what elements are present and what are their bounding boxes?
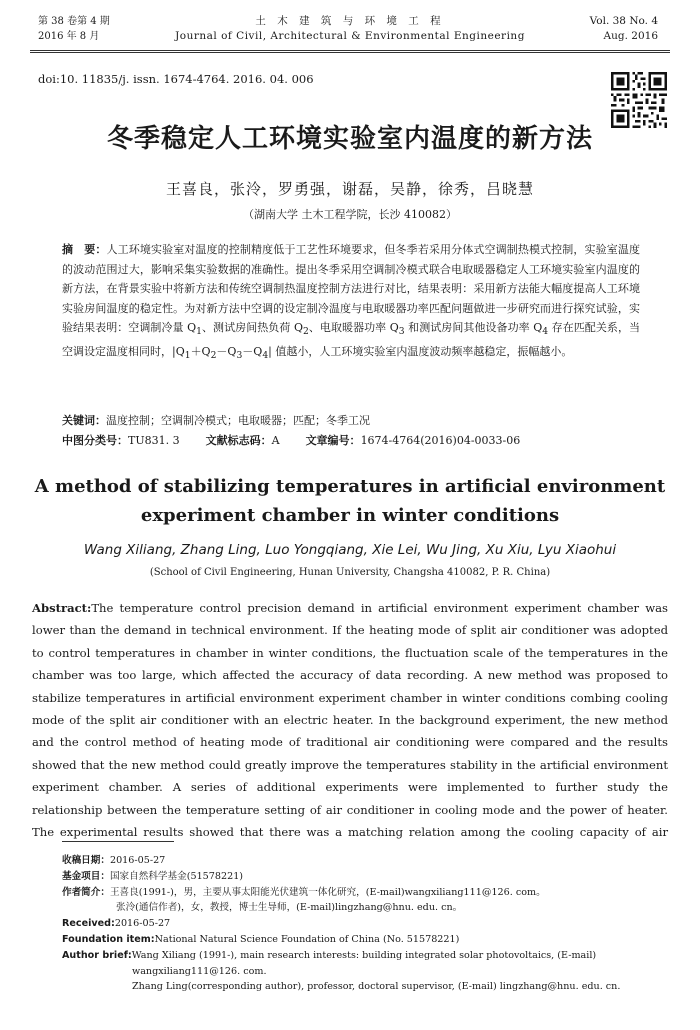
abstract-cn-text: ＋Q (190, 345, 211, 359)
footnote-fund-cn (62, 869, 672, 885)
footnote-fund-en (62, 932, 672, 948)
subscript: 1 (184, 350, 191, 362)
fund-en-value: National Natural Science Foundation of China (No. 51578221) (154, 933, 460, 945)
received-en-value: 2016-05-27 (114, 918, 171, 930)
affiliation-en: (School of Civil Engineering, Hunan University, Changsha 410082, P. R. China) (149, 567, 551, 578)
abstract-cn-text: －Q (242, 345, 263, 359)
abstract-cn-label: 摘 要： (62, 243, 107, 256)
footnotes (62, 853, 672, 995)
subscript: 2 (210, 350, 217, 362)
keywords-cn-text: 温度控制；空调制冷模式；电取暖器；匹配；冬季工况 (106, 414, 370, 427)
keywords-cn (62, 412, 370, 428)
header-journal-cn: 土 木 建 筑 与 环 境 工 程 (255, 15, 445, 27)
header-date-cn: 2016 年 8 月 (38, 31, 100, 42)
subscript: 3 (398, 326, 405, 338)
fund-en-label: Foundation item: (62, 933, 155, 945)
footnote-received-cn (62, 853, 672, 869)
abstract-en-text: The temperature control precision demand in artificial environment experiment chamber was lower than the demand in technical environment. If the heating mode of split air conditioner was adopted to control temperatures in chamber in winter conditions, the fluctuation scale of the temperatures in the chamber was too large, which affected the accuracy of data recording. A new method was proposed to stabilize temperatures in artificial environment experiment chamber in winter conditions combing cooling mode of the split air conditioner with an electric heater. In the background experiment, the new method and the control method of heating mode of traditional air conditioning were compared and the results showed that the new method could greatly improve the temperatures stability in the artificial environment experiment chamber. A series of additional experiments were implemented to further study the relationship between the temperature setting of air conditioner in cooling mode and the power of heater. The experimental results showed that there was a matching relation among the cooling capacity of air (32, 601, 668, 840)
abstract-cn-text: 、电取暖器功率 Q (308, 321, 399, 335)
header-volume-en (590, 14, 658, 44)
author-cn-label: 作者简介： (62, 886, 110, 898)
header-date-en: Aug. 2016 (603, 30, 658, 42)
subscript: 4 (262, 350, 269, 362)
clc-value: TU831. 3 (128, 434, 180, 447)
fund-cn-value: 国家自然科学基金(51578221) (109, 870, 244, 882)
abstract-cn-text: | 值越小，人工环境实验室内温度波动频率越稳定，振幅越小。 (268, 345, 573, 359)
abstract-cn-text: 和测试房间其他设备功率 Q (404, 321, 543, 335)
header-vol-en: Vol. 38 No. 4 (589, 15, 658, 27)
authors-cn: 王喜良，张泠，罗勇强，谢磊，吴静，徐秀，吕晓慧 (165, 180, 534, 198)
affiliation-cn: （湖南大学 土木工程学院，长沙 410082） (243, 208, 457, 221)
subscript: 4 (542, 326, 549, 338)
clc-label: 中图分类号： (62, 434, 128, 447)
doc-code-value: A (271, 434, 280, 447)
footnote-author-en (62, 948, 672, 964)
footnote-received-en (62, 916, 672, 932)
paper-title-cn: 冬季稳定人工环境实验室内温度的新方法 (106, 124, 593, 154)
footnote-rule (62, 841, 174, 842)
received-cn-value: 2016-05-27 (109, 855, 166, 866)
author-en-2: Zhang Ling(corresponding author), professor, doctoral supervisor, (E-mail) lingzhang@hnu. edu. cn. (132, 981, 621, 993)
subscript: 1 (196, 326, 202, 338)
header-vol-cn: 第 38 卷第 4 期 (38, 16, 110, 27)
article-no-value: 1674-4764(2016)04-0033-06 (360, 434, 521, 447)
abstract-cn (62, 240, 640, 366)
abstract-cn-text: －Q (216, 345, 237, 359)
classification (62, 432, 662, 448)
footnote-author-cn (62, 885, 672, 901)
header-rule-thick (30, 50, 670, 51)
doi: doi:10. 11835/j. issn. 1674-4764. 2016. 04. 006 (38, 72, 314, 86)
subscript: 3 (236, 350, 243, 362)
header-rule-thin (30, 52, 670, 53)
received-en-label: Received: (62, 918, 115, 930)
authors-en: Wang Xiliang, Zhang Ling, Luo Yongqiang, Xie Lei, Wu Jing, Xu Xiu, Lyu Xiaohui (83, 542, 617, 558)
article-no-label: 文章编号： (305, 434, 361, 447)
paper-title-en-line1: A method of stabilizing temperatures in artificial environment (34, 476, 666, 497)
abstract-cn-text: 存在匹配关系，当空调设定温度相同时，|Q (62, 321, 641, 359)
abstract-en (32, 597, 668, 843)
author-en-1a: Wang Xiliang (1991-), main research interests: building integrated solar photovoltaics, (E-mail) (131, 949, 597, 961)
header-journal-en: Journal of Civil, Architectural & Environmental Engineering (175, 30, 525, 42)
received-cn-label: 收稿日期： (62, 855, 110, 866)
keywords-cn-label: 关键词： (62, 414, 106, 427)
abstract-en-label: Abstract: (32, 601, 92, 615)
subscript: 2 (302, 326, 309, 338)
doc-code-label: 文献标志码： (205, 434, 272, 447)
author-cn-1: 王喜良(1991-)，男，主要从事太阳能光伏建筑一体化研究，(E-mail)wangxiliang111@126. com。 (109, 886, 546, 898)
abstract-cn-text: 、测试房间热负荷 Q (201, 321, 303, 335)
author-en-label: Author brief: (62, 949, 132, 961)
author-cn-2: 张泠(通信作者)，女，教授，博士生导师，(E-mail)lingzhang@hnu. edu. cn。 (116, 902, 463, 914)
paper-title-en-line2: experiment chamber in winter conditions (140, 505, 560, 526)
paper-title-en (0, 472, 700, 530)
fund-cn-label: 基金项目： (62, 870, 110, 882)
abstract-cn-text: 人工环境实验室对温度的控制精度低于工艺性环境要求，但冬季若采用分体式空调制热模式控制，实验室温度的波动范围过大，影响采集实验数据的准确性。提出冬季采用空调制冷模式联合电取暖器稳定人工环境实验室内温度的新方法，在背景实验中将新方法和传统空调制热温度控制方法进行对比，结果表明：采用新方法能大幅度提高人工环境实验房间温度的稳定性。为对新方法中空调的设定制冷温度与电取暖器功率匹配问题做进一步研究而进行探究试验，实验结果表明：空调制冷量 Q (62, 243, 641, 335)
author-en-1b: wangxiliang111@126. com. (132, 965, 267, 977)
